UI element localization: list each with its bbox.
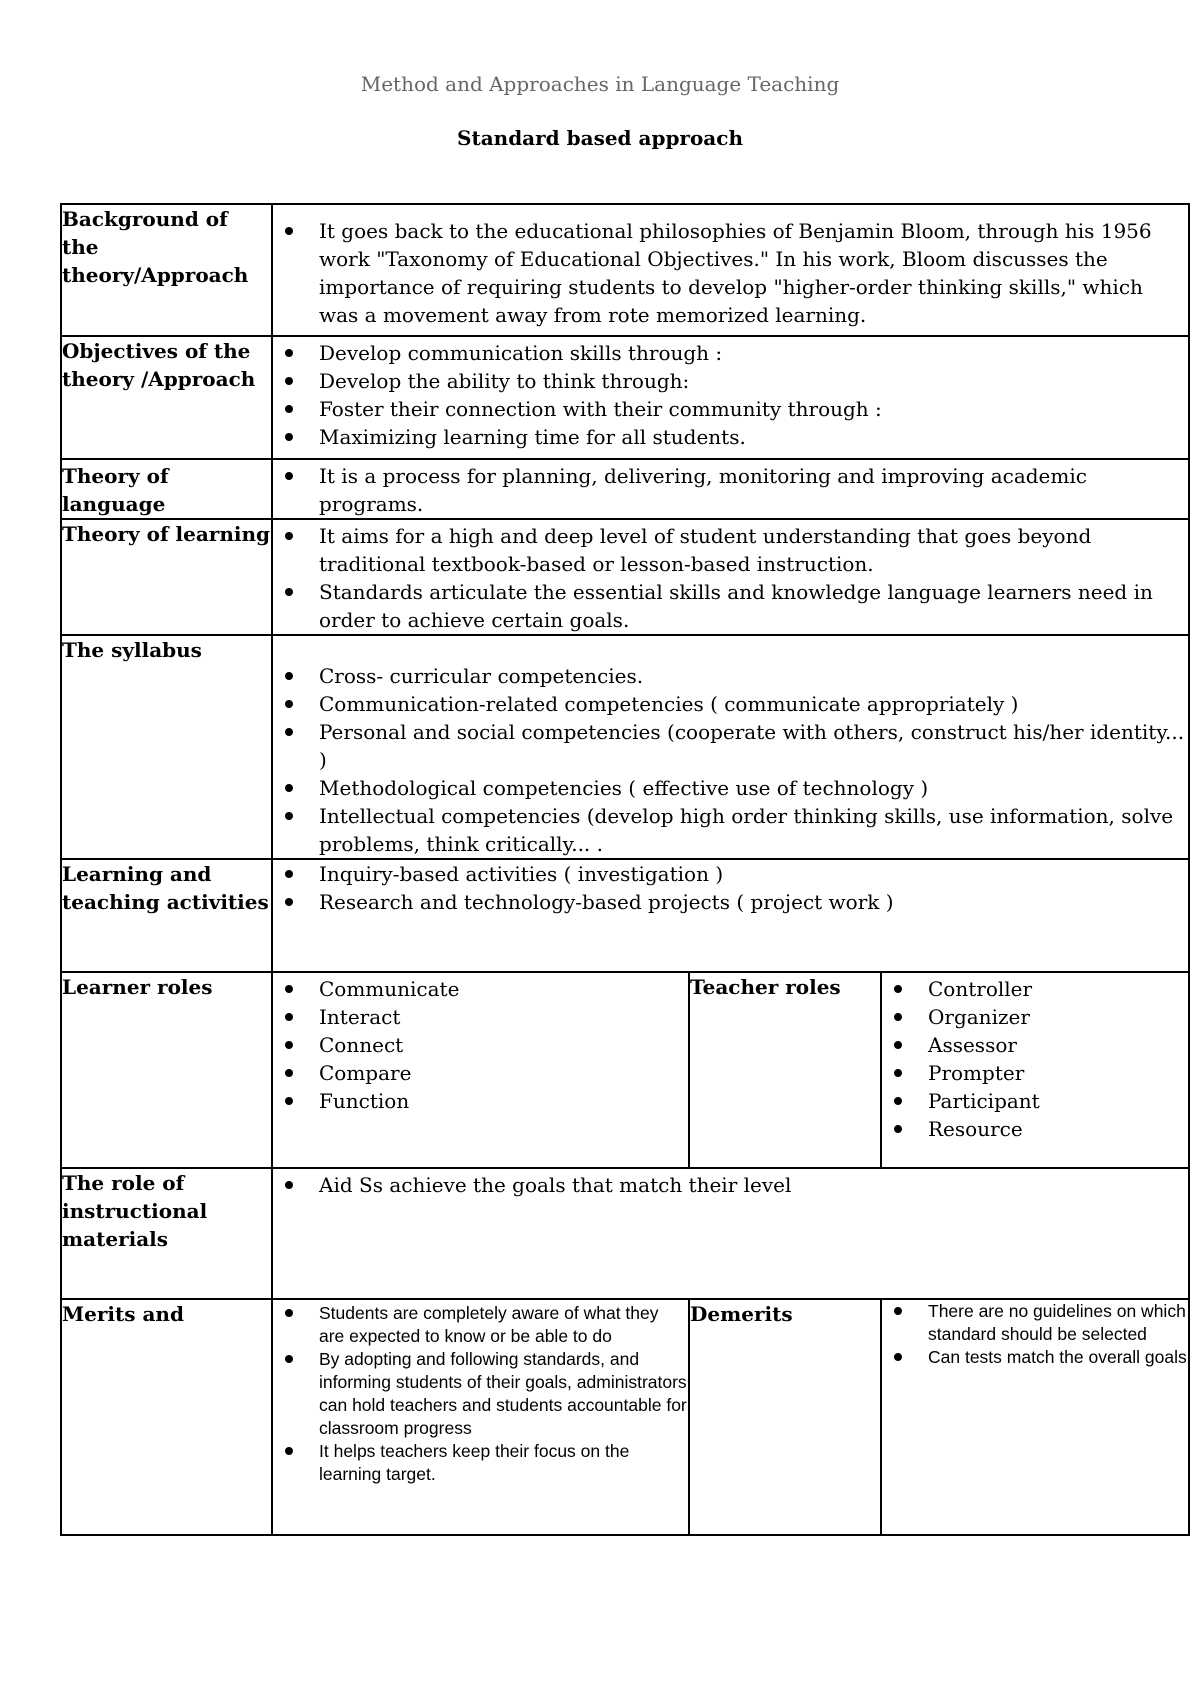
bullet-list (273, 339, 1188, 451)
table-row-merits (61, 1299, 1189, 1535)
row-label-theory-language: Theory of language (61, 459, 272, 519)
row-label-activities: Learning and teaching activities (61, 859, 272, 972)
bullet-list (273, 662, 1188, 858)
list-item: Participant (882, 1087, 1188, 1115)
bullet-list (273, 1171, 1188, 1199)
list-item: Compare (273, 1059, 688, 1087)
list-item: Communication-related competencies ( communicate appropriately ) (273, 690, 1188, 718)
list-item: Research and technology-based projects ( project work ) (273, 888, 1188, 916)
row-content-merits (272, 1299, 689, 1535)
row-label-background: Background of the theory/Approach (61, 204, 272, 336)
list-item: Students are completely aware of what they are expected to know or be able to do (273, 1302, 688, 1348)
row-content-activities (272, 859, 1189, 972)
list-item: Inquiry-based activities ( investigation ) (273, 860, 1188, 888)
list-item: Foster their connection with their community through : (273, 395, 1188, 423)
list-item: Methodological competencies ( effective use of technology ) (273, 774, 1188, 802)
list-item: Assessor (882, 1031, 1188, 1059)
row-content-teacher-roles (881, 972, 1189, 1168)
list-item: Function (273, 1087, 688, 1115)
list-item: Personal and social competencies (cooperate with others, construct his/her identity... ) (273, 718, 1188, 774)
list-item: Intellectual competencies (develop high order thinking skills, use information, solve problems, think critically... . (273, 802, 1188, 858)
list-item: There are no guidelines on which standard should be selected (882, 1300, 1188, 1346)
list-item: Prompter (882, 1059, 1188, 1087)
table-row-background (61, 204, 1189, 336)
list-item: It goes back to the educational philosophies of Benjamin Bloom, through his 1956 work "Taxonomy of Educational Objectives." In his work, Bloom discusses the importance of requiring students to develop "higher-order thinking skills," which was a movement away from rote memorized learning. (273, 217, 1188, 329)
bullet-list (273, 975, 688, 1115)
row-label-objectives: Objectives of the theory /Approach (61, 336, 272, 459)
list-item: Resource (882, 1115, 1188, 1143)
list-item: Develop communication skills through : (273, 339, 1188, 367)
document-title: Standard based approach (457, 126, 743, 150)
row-content-demerits (881, 1299, 1189, 1535)
list-item: It aims for a high and deep level of student understanding that goes beyond traditional textbook-based or lesson-based instruction. (273, 522, 1188, 578)
table-row-objectives (61, 336, 1189, 459)
row-label-materials: The role of instructional materials (61, 1168, 272, 1299)
list-item: Develop the ability to think through: (273, 367, 1188, 395)
list-item: It helps teachers keep their focus on the learning target. (273, 1440, 688, 1486)
row-content-background (272, 204, 1189, 336)
bullet-list (273, 522, 1188, 634)
table-row-activities (61, 859, 1189, 972)
bullet-list (273, 860, 1188, 916)
row-label-merits: Merits and (61, 1299, 272, 1535)
table-row-materials (61, 1168, 1189, 1299)
row-label-theory-learning: Theory of learning (61, 519, 272, 635)
row-label-teacher-roles: Teacher roles (689, 972, 881, 1168)
bullet-list (882, 975, 1188, 1143)
row-content-objectives (272, 336, 1189, 459)
bullet-list (882, 1300, 1188, 1369)
list-item: Connect (273, 1031, 688, 1059)
list-item: Communicate (273, 975, 688, 1003)
row-label-learner-roles: Learner roles (61, 972, 272, 1168)
row-content-learner-roles (272, 972, 689, 1168)
list-item: By adopting and following standards, and informing students of their goals, administrators can hold teachers and students accountable for classroom progress (273, 1348, 688, 1440)
list-item: Aid Ss achieve the goals that match their level (273, 1171, 1188, 1199)
list-item: It is a process for planning, delivering, monitoring and improving academic programs. (273, 462, 1188, 518)
row-content-theory-learning (272, 519, 1189, 635)
table-row-syllabus (61, 635, 1189, 859)
row-content-materials (272, 1168, 1189, 1299)
bullet-list (273, 462, 1188, 518)
row-label-demerits: Demerits (689, 1299, 881, 1535)
bullet-list (273, 1302, 688, 1486)
row-content-theory-language (272, 459, 1189, 519)
list-item: Maximizing learning time for all students. (273, 423, 1188, 451)
table-row-roles (61, 972, 1189, 1168)
row-label-syllabus: The syllabus (61, 635, 272, 859)
table-row-theory-language (61, 459, 1189, 519)
list-item: Can tests match the overall goals (882, 1346, 1188, 1369)
table-row-theory-learning (61, 519, 1189, 635)
list-item: Cross- curricular competencies. (273, 662, 1188, 690)
list-item: Standards articulate the essential skills and knowledge language learners need in order to achieve certain goals. (273, 578, 1188, 634)
bullet-list (273, 217, 1188, 329)
list-item: Organizer (882, 1003, 1188, 1031)
course-header: Method and Approaches in Language Teaching (360, 72, 840, 96)
row-content-syllabus (272, 635, 1189, 859)
list-item: Controller (882, 975, 1188, 1003)
list-item: Interact (273, 1003, 688, 1031)
approach-table (60, 203, 1190, 1536)
